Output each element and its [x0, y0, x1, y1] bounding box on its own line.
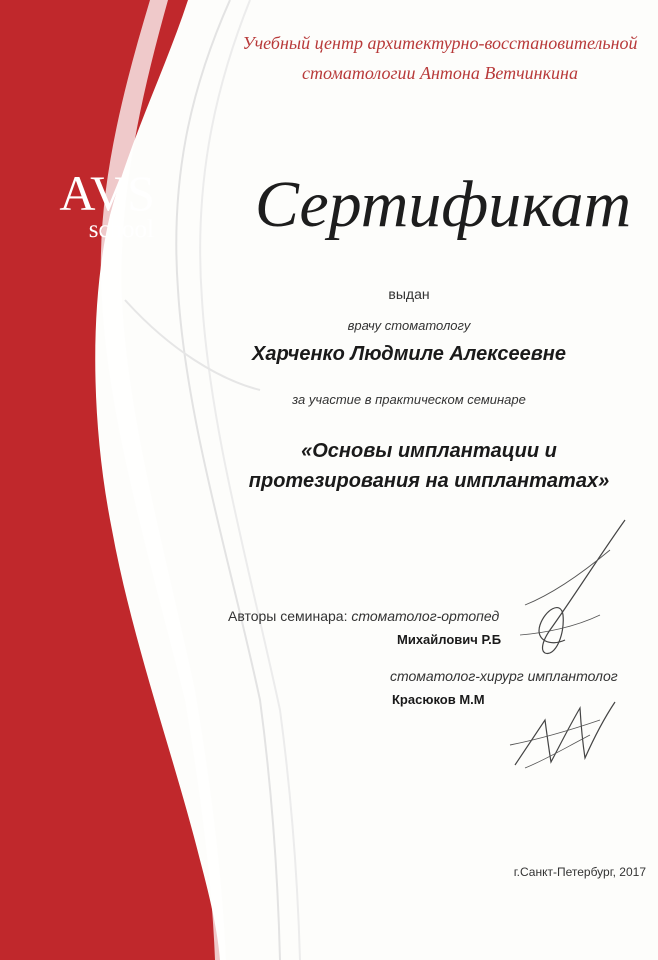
- seminar-title-line-1: «Основы имплантации и: [301, 440, 557, 462]
- participation-text: за участие в практическом семинаре: [292, 392, 526, 407]
- certificate-title: Сертификат: [254, 168, 632, 241]
- signature-1: [505, 515, 635, 665]
- author2-title: стоматолог-хирург имплантолог: [390, 668, 618, 684]
- organization-line-2: стоматологии Антона Ветчинкина: [302, 63, 578, 83]
- logo-school: school: [88, 216, 154, 243]
- authors-label: Авторы семинара:: [228, 608, 348, 624]
- red-band: [0, 0, 220, 960]
- organization-name: [230, 28, 650, 88]
- logo-avs: AVS: [59, 165, 156, 221]
- authors-row: [228, 608, 499, 624]
- author1-title: стоматолог-ортопед: [351, 608, 500, 624]
- recipient-name: Харченко Людмиле Алексеевне: [252, 343, 566, 365]
- organization-line-1: Учебный центр архитектурно-восстановительной: [242, 33, 638, 53]
- author2-name: Красюков М.М: [392, 692, 485, 707]
- place-and-date: г.Санкт-Петербург, 2017: [513, 865, 646, 879]
- seminar-title-line-2: протезирования на имплантатах»: [248, 470, 610, 492]
- issued-label: выдан: [388, 286, 430, 302]
- avs-school-logo: [36, 165, 156, 243]
- author1-name: Михайлович Р.Б: [397, 632, 502, 647]
- seminar-title: [200, 436, 658, 496]
- signature-2: [505, 690, 625, 775]
- recipient-role: врачу стоматологу: [347, 318, 471, 333]
